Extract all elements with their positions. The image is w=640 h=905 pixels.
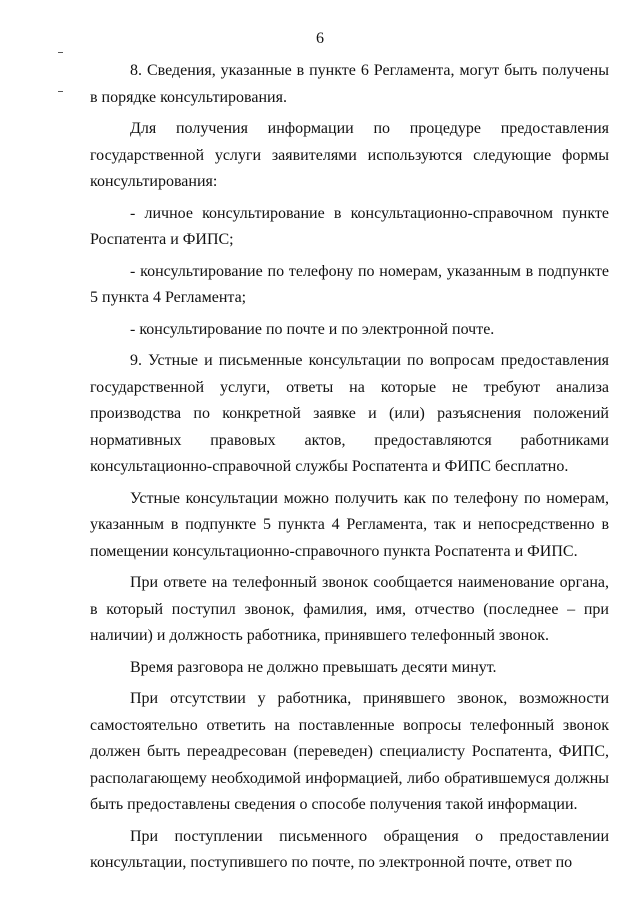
- list-item-mail: - консультирование по почте и по электронной почте.: [130, 320, 495, 338]
- document-body: [90, 58, 609, 882]
- scan-mark: [58, 52, 63, 53]
- paragraph-call-redirect: При отсутствии у работника, принявшего звонок, возможности самостоятельно ответить на поставленные вопросы телефонный звонок должен быть переадресован (переведен) специалисту Роспатента, ФИПС, располагающему необходимой информацией, либо обратившемуся должны быть предоставлены сведения о способе получения такой информации.: [90, 690, 609, 813]
- paragraph-oral-consultations: Устные консультации можно получить как по телефону по номерам, указанным в подпункте 5 пункта 4 Регламента, так и непосредственно в помещении консультационно-справочного пункта Роспатента и ФИПС.: [90, 489, 609, 560]
- list-item-phone: - консультирование по телефону по номерам, указанным в подпункте 5 пункта 4 Регламента;: [90, 262, 609, 306]
- scan-mark: [58, 91, 63, 92]
- paragraph-phone-answer: При ответе на телефонный звонок сообщается наименование органа, в который поступил звонок, фамилия, имя, отчество (последнее – при наличии) и должность работника, принявшего телефонный звонок.: [90, 574, 609, 644]
- paragraph-item-8: 8. Сведения, указанные в пункте 6 Регламента, могут быть получены в порядке консультирования.: [90, 62, 609, 106]
- paragraph-written-request: При поступлении письменного обращения о предоставлении консультации, поступившего по почте, по электронной почте, ответ по: [90, 827, 609, 871]
- list-item-personal: - личное консультирование в консультационно-справочном пункте Роспатента и ФИПС;: [90, 204, 609, 248]
- page-number: 6: [316, 30, 324, 47]
- paragraph-item-9: 9. Устные и письменные консультации по вопросам предоставления государственной услуги, ответы на которые не требуют анализа производства по конкретной заявке и (или) разъяснения положений нормативных правовых актов, предоставляются работниками консультационно-справочной службы Роспатента и ФИПС бесплатно.: [90, 352, 609, 475]
- paragraph-call-duration: Время разговора не должно превышать десяти минут.: [130, 658, 497, 676]
- paragraph-consultation-forms: Для получения информации по процедуре предоставления государственной услуги заявителями используются следующие формы консультирования:: [90, 120, 609, 190]
